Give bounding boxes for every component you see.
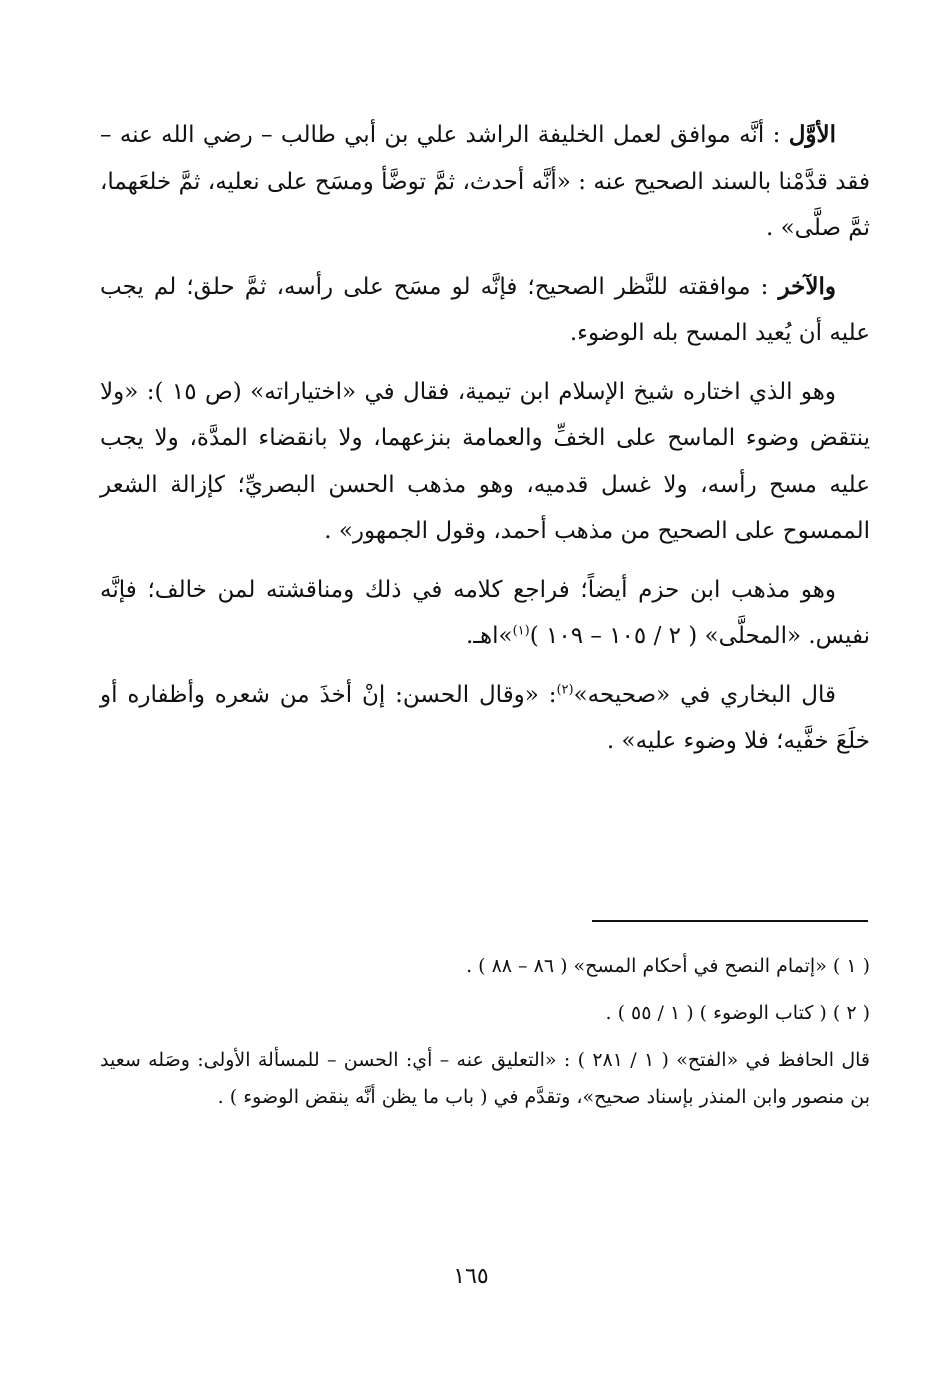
main-text	[100, 112, 870, 777]
paragraph-ibn-hazm	[100, 567, 870, 660]
paragraph-text: قال البخاري في «صحيحه»	[573, 681, 836, 708]
paragraph-text: : أنَّه موافق لعمل الخليفة الراشد علي بن أبي طالب – رضي الله عنه – فقد قدَّمْنا بالسند الصحيح عنه : «أنَّه أحدث، ثمَّ توضَّأ ومسَح على نعليه، ثمَّ خلعَهما، ثمَّ صلَّى» .	[100, 122, 870, 241]
paragraph-text: وهو الذي اختاره شيخ الإسلام ابن تيمية، فقال في «اختياراته» (ص ١٥ ): «ولا ينتقض وضوء الماسح على الخفِّ والعمامة بنزعهما، ولا بانقضاء المدَّة، ولا يجب عليه مسح رأسه، ولا غسل قدميه، وهو مذهب الحسن البصريِّ؛ كإزالة الشعر الممسوح على الصحيح من مذهب أحمد، وقول الجمهور» .	[100, 378, 870, 544]
paragraph-tail: »اهـ.	[465, 623, 513, 649]
paragraph-second	[100, 264, 870, 357]
footnote-divider	[592, 920, 868, 922]
footnote-1: ( ١ ) «إتمام النصح في أحكام المسح» ( ٨٦ – ٨٨ ) .	[466, 955, 870, 977]
paragraph-tail: : «وقال الحسن: إنْ أخذَ من شعره وأظفاره أو خلَعَ خفَّيه؛ فلا وضوء عليه» .	[100, 681, 870, 754]
footnotes	[100, 948, 870, 1116]
paragraph-lead: والآخر	[778, 272, 837, 300]
paragraph-lead: الأوَّل	[788, 121, 837, 148]
paragraph-first	[100, 112, 870, 252]
paragraph-ibn-taymiyyah	[100, 369, 870, 555]
footnote-comment: قال الحافظ في «الفتح» ( ١ / ٢٨١ ) : «التعليق عنه – أي: الحسن – للمسألة الأولى: وصَله سعيد بن منصور وابن المنذر بإسناد صحيح»، وتقدَّم في ( باب ما يظن أنَّه ينقض الوضوء ) .	[100, 1049, 871, 1108]
footnote-reference[interactable]: (١)	[512, 623, 530, 639]
footnote-2: ( ٢ ) ( كتاب الوضوء ) ( ١ / ٥٥ ) .	[605, 1002, 870, 1024]
paragraph-text: : موافقته للنَّظر الصحيح؛ فإنَّه لو مسَح على رأسه، ثمَّ حلق؛ لم يجب عليه أن يُعيد المسح بله الوضوء.	[100, 273, 870, 346]
page-number: ١٦٥	[453, 1264, 489, 1289]
footnote-reference[interactable]: (٢)	[556, 681, 574, 697]
paragraph-bukhari	[100, 672, 870, 765]
paragraph-text: وهو مذهب ابن حزم أيضاً؛ فراجع كلامه في ذلك ومناقشته لمن خالف؛ فإنَّه نفيس. «المحلَّى» ( ٢ / ١٠٥ – ١٠٩ )	[100, 576, 870, 649]
